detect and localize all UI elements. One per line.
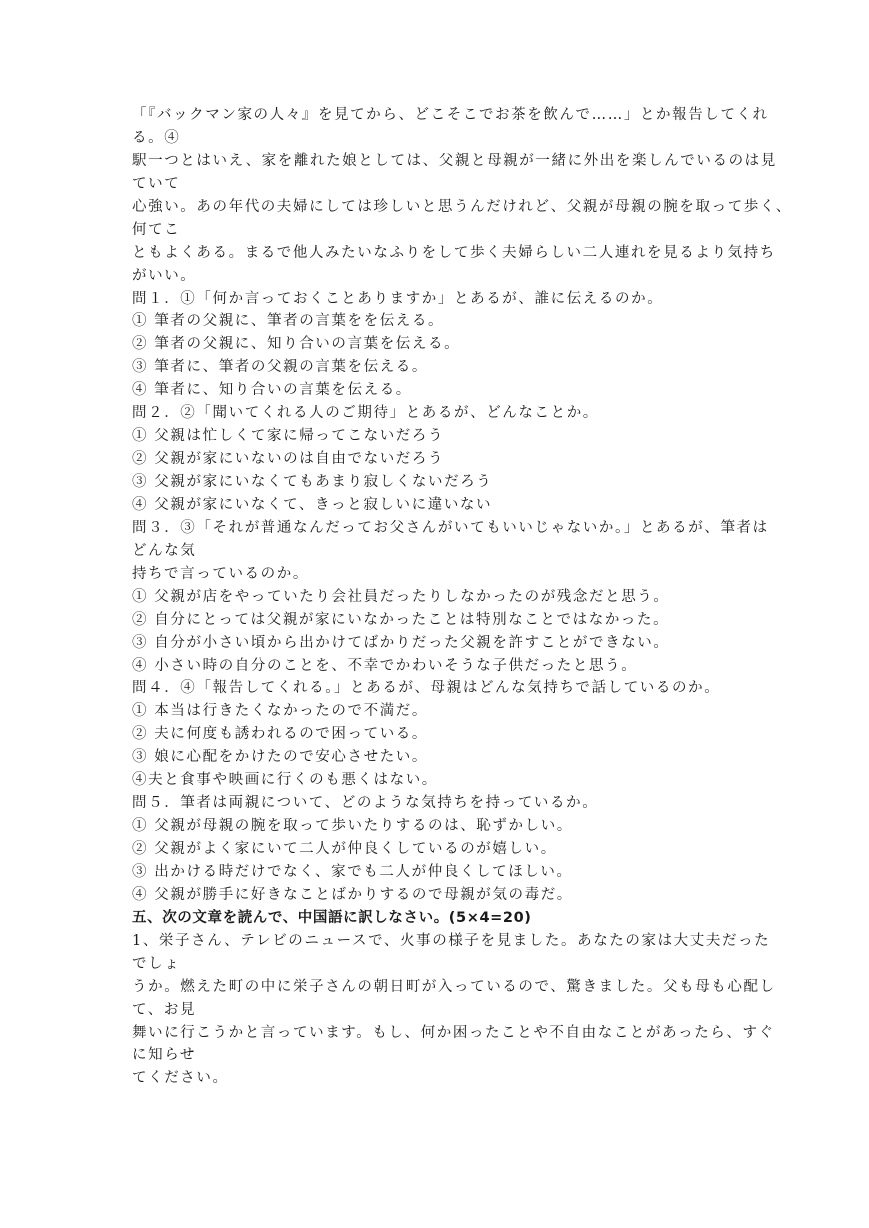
question-4-option-3: ③ 娘に心配をかけたので安心させたい。 <box>132 749 429 766</box>
text-line: てください。 <box>132 1070 229 1087</box>
question-1-option-1: ① 筆者の父親に、筆者の言葉をを伝える。 <box>132 313 445 330</box>
text-line: 「『バックマン家の人々』を見てから、どこそこでお茶を飲んで……」とか報告してくれ <box>132 107 769 123</box>
text-line: でしょ <box>132 955 181 972</box>
question-1-option-2: ② 筆者の父親に、知り合いの言葉を伝える。 <box>132 336 461 353</box>
question-5-option-4: ④ 父親が勝手に好きなことばかりするので母親が気の毒だ。 <box>132 886 573 903</box>
text-line: ともよくある。まるで他人みたいなふりをして歩く夫婦らしい二人連れを見るより気持ち <box>132 244 776 261</box>
question-5-option-1: ① 父親が母親の腕を取って歩いたりするのは、恥ずかしい。 <box>132 818 573 835</box>
question-3-heading: 問３．③「それが普通なんだってお父さんがいてもいいじゃないか。」とあるが、筆者は <box>132 519 769 536</box>
question-1-heading: 問１．①「何か言っておくことありますか」とあるが、誰に伝えるのか。 <box>132 290 664 307</box>
question-5-option-2: ② 父親がよく家にいて二人が仲良くしているのが嬉しい。 <box>132 841 557 857</box>
text-line: に知らせ <box>132 1047 196 1064</box>
text-line: 駅一つとはいえ、家を離れた娘としては、父親と母親が一緒に外出を楽しんでいるのは見 <box>132 152 777 169</box>
question-2-heading: 問２．②「聞いてくれる人のご期待」とあるが、どんなことか。 <box>132 405 599 422</box>
question-4-option-1: ① 本当は行きたくなかったので不満だ。 <box>132 703 429 720</box>
question-3-heading-cont: どんな気 <box>132 542 197 559</box>
question-2-option-4: ④ 父親が家にいなくて、きっと寂しいに違いない <box>132 496 493 513</box>
question-5-option-3: ③ 出かける時だけでなく、家でも二人が仲良くしてほしい。 <box>132 863 573 880</box>
text-line: 1、栄子さん、テレビのニュースで、火事の様子を見ました。あなたの家は大丈夫だった <box>132 932 771 949</box>
text-line: うか。燃えた町の中に栄子さんの朝日町が入っているので、驚きました。父も母も心配し <box>132 978 776 995</box>
document-body <box>132 104 792 1090</box>
question-3-option-3: ③ 自分が小さい頃から出かけてばかりだった父親を許すことができない。 <box>132 634 670 651</box>
question-2-option-2: ② 父親が家にいないのは自由でないだろう <box>132 451 445 468</box>
question-5-heading: 問５．筆者は両親について、どのような気持ちを持っているか。 <box>132 795 599 812</box>
question-3-heading-cont: 持ちで言っているのか。 <box>132 565 309 582</box>
text-line: 舞いに行こうかと言っています。もし、何か困ったことや不自由なことがあったら、すぐ <box>132 1024 775 1041</box>
section-heading: 五、次の文章を読んで、中国語に訳しなさい。(5×4=20) <box>132 909 532 926</box>
text-line: 何てこ <box>132 221 181 238</box>
question-4-option-2: ② 夫に何度も誘われるので困っている。 <box>132 726 429 743</box>
text-line: ていて <box>132 175 181 192</box>
question-4-option-4: ④夫と食事や映画に行くのも悪くはない。 <box>132 772 438 789</box>
question-2-option-1: ① 父親は忙しくて家に帰ってこないだろう <box>132 428 445 445</box>
text-line: る。④ <box>132 129 181 146</box>
question-1-option-4: ④ 筆者に、知り合いの言葉を伝える。 <box>132 382 412 399</box>
question-3-option-4: ④ 小さい時の自分のことを、不幸でかわいそうな子供だったと思う。 <box>132 657 638 674</box>
question-2-option-3: ③ 父親が家にいなくてもあまり寂しくないだろう <box>132 474 493 490</box>
text-line: 心強い。あの年代の夫婦にしては珍しいと思うんだけれど、父親が母親の腕を取って歩く、 <box>132 198 792 215</box>
text-line: て、お見 <box>132 1001 197 1018</box>
question-3-option-1: ① 父親が店をやっていたり会社員だったりしなかったのが残念だと思う。 <box>132 588 670 605</box>
text-line: がいい。 <box>132 267 197 284</box>
question-3-option-2: ② 自分にとっては父親が家にいなかったことは特別なことではなかった。 <box>132 611 670 628</box>
question-4-heading: 問４．④「報告してくれる。」とあるが、母親はどんな気持ちで話しているのか。 <box>132 680 721 697</box>
question-1-option-3: ③ 筆者に、筆者の父親の言葉を伝える。 <box>132 359 429 376</box>
